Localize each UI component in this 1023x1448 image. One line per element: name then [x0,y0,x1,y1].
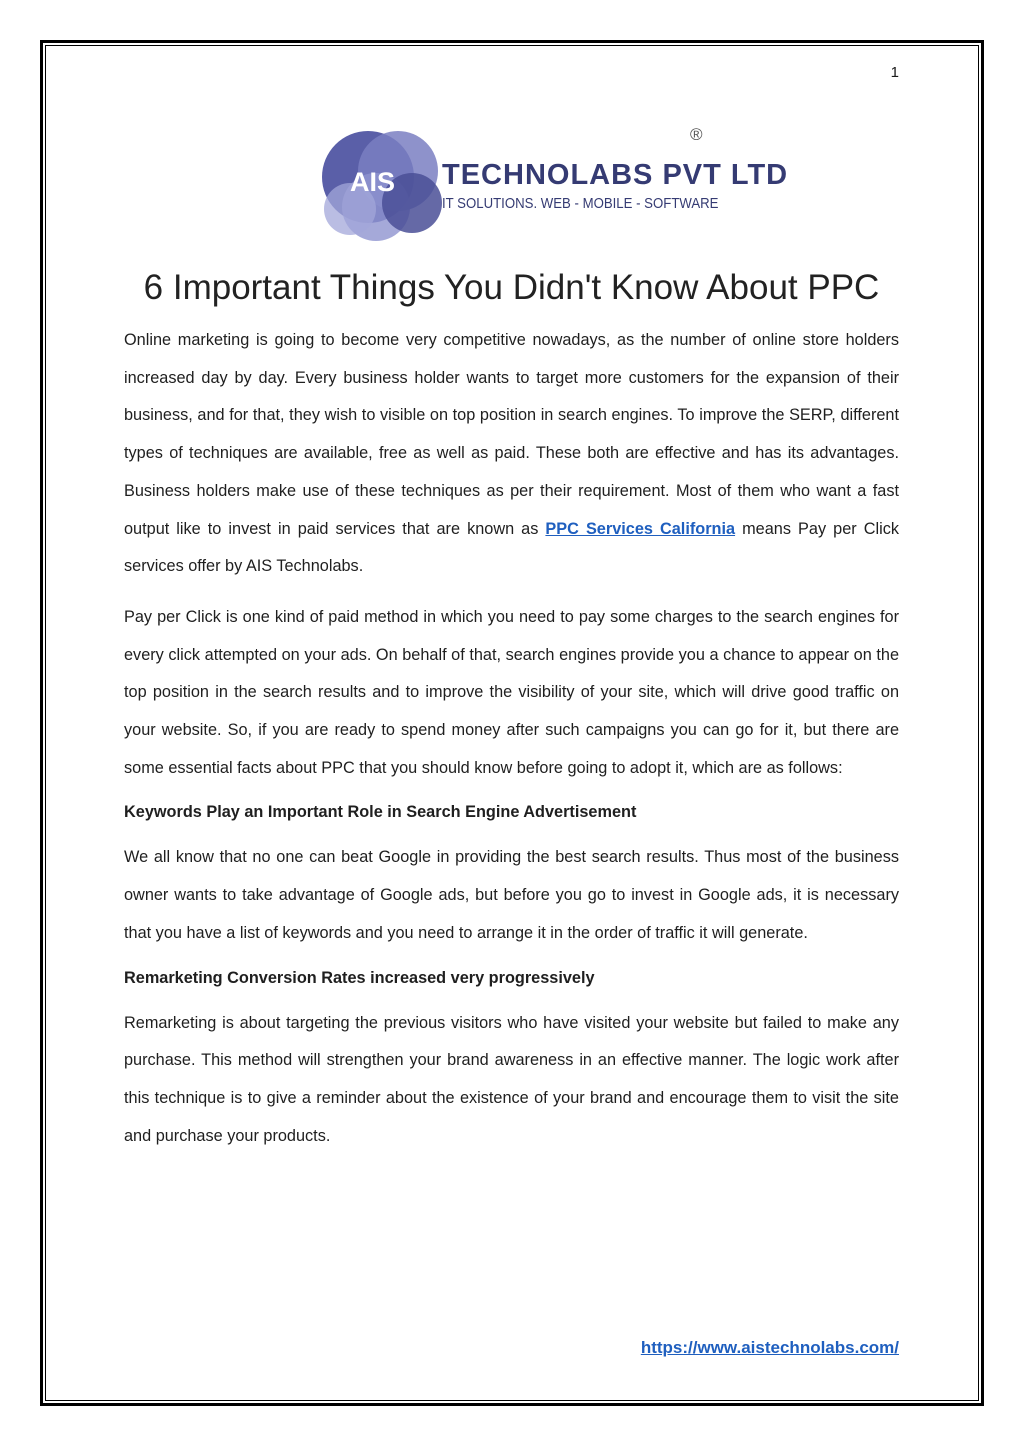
company-name: TECHNOLABS PVT LTD [442,159,789,191]
page-number: 1 [890,64,899,81]
section-body-keywords: We all know that no one can beat Google in providing the best search results. Thus most of the business owner wants to take advantage of Google ads, but before you go to invest in Google ads, it is necessary that you have a list of keywords and you need to arrange it in the order of traffic it will generate. [124,848,899,942]
intro-text-before-link: Online marketing is going to become very competitive nowadays, as the number of online store holders increased day by day. Every business holder wants to target more customers for the expansion of their business, and for that, they wish to visible on top position in search engines. To improve the SERP, different types of techniques are available, free as well as paid. These both are effective and has its advantages. Business holders make use of these techniques as per their requirement. Most of them who want a fast output like to invest in paid services that are known as [124,331,899,538]
logo-circles-icon [316,125,448,245]
intro-paragraph [124,322,899,586]
paragraph-pay-per-click: Pay per Click is one kind of paid method in which you need to pay some charges to the search engines for every click attempted on your ads. On behalf of that, search engines provide you a chance to appear on the top position in the search results and to improve the visibility of your site, which will drive good traffic on your website. So, if you are ready to spend money after such campaigns you can go for it, but there are some essential facts about PPC that you should know before going to adopt it, which are as follows: [124,607,899,777]
intro-text-after-link: means Pay per Click services offer by AIS Technolabs. [124,519,899,576]
section-heading-keywords: Keywords Play an Important Role in Search Engine Advertisement [124,803,637,822]
section-heading-remarketing: Remarketing Conversion Rates increased very progressively [124,968,595,987]
registered-mark: ® [690,125,703,144]
section-body-remarketing: Remarketing is about targeting the previous visitors who have visited your website but failed to make any purchase. This method will strengthen your brand awareness in an effective manner. The logic work after this technique is to give a reminder about the existence of your brand and encourage them to visit the site and purchase your products. [124,1013,899,1145]
company-logo [316,125,789,245]
logo-mark-text: AIS [350,167,396,197]
company-tagline: IT SOLUTIONS. WEB - MOBILE - SOFTWARE [442,195,719,212]
ppc-services-link[interactable]: PPC Services California [545,519,736,538]
footer-website-link[interactable]: https://www.aistechnolabs.com/ [640,1338,899,1357]
article-title: 6 Important Things You Didn't Know About PPC [143,268,880,307]
article-body [124,268,899,1168]
